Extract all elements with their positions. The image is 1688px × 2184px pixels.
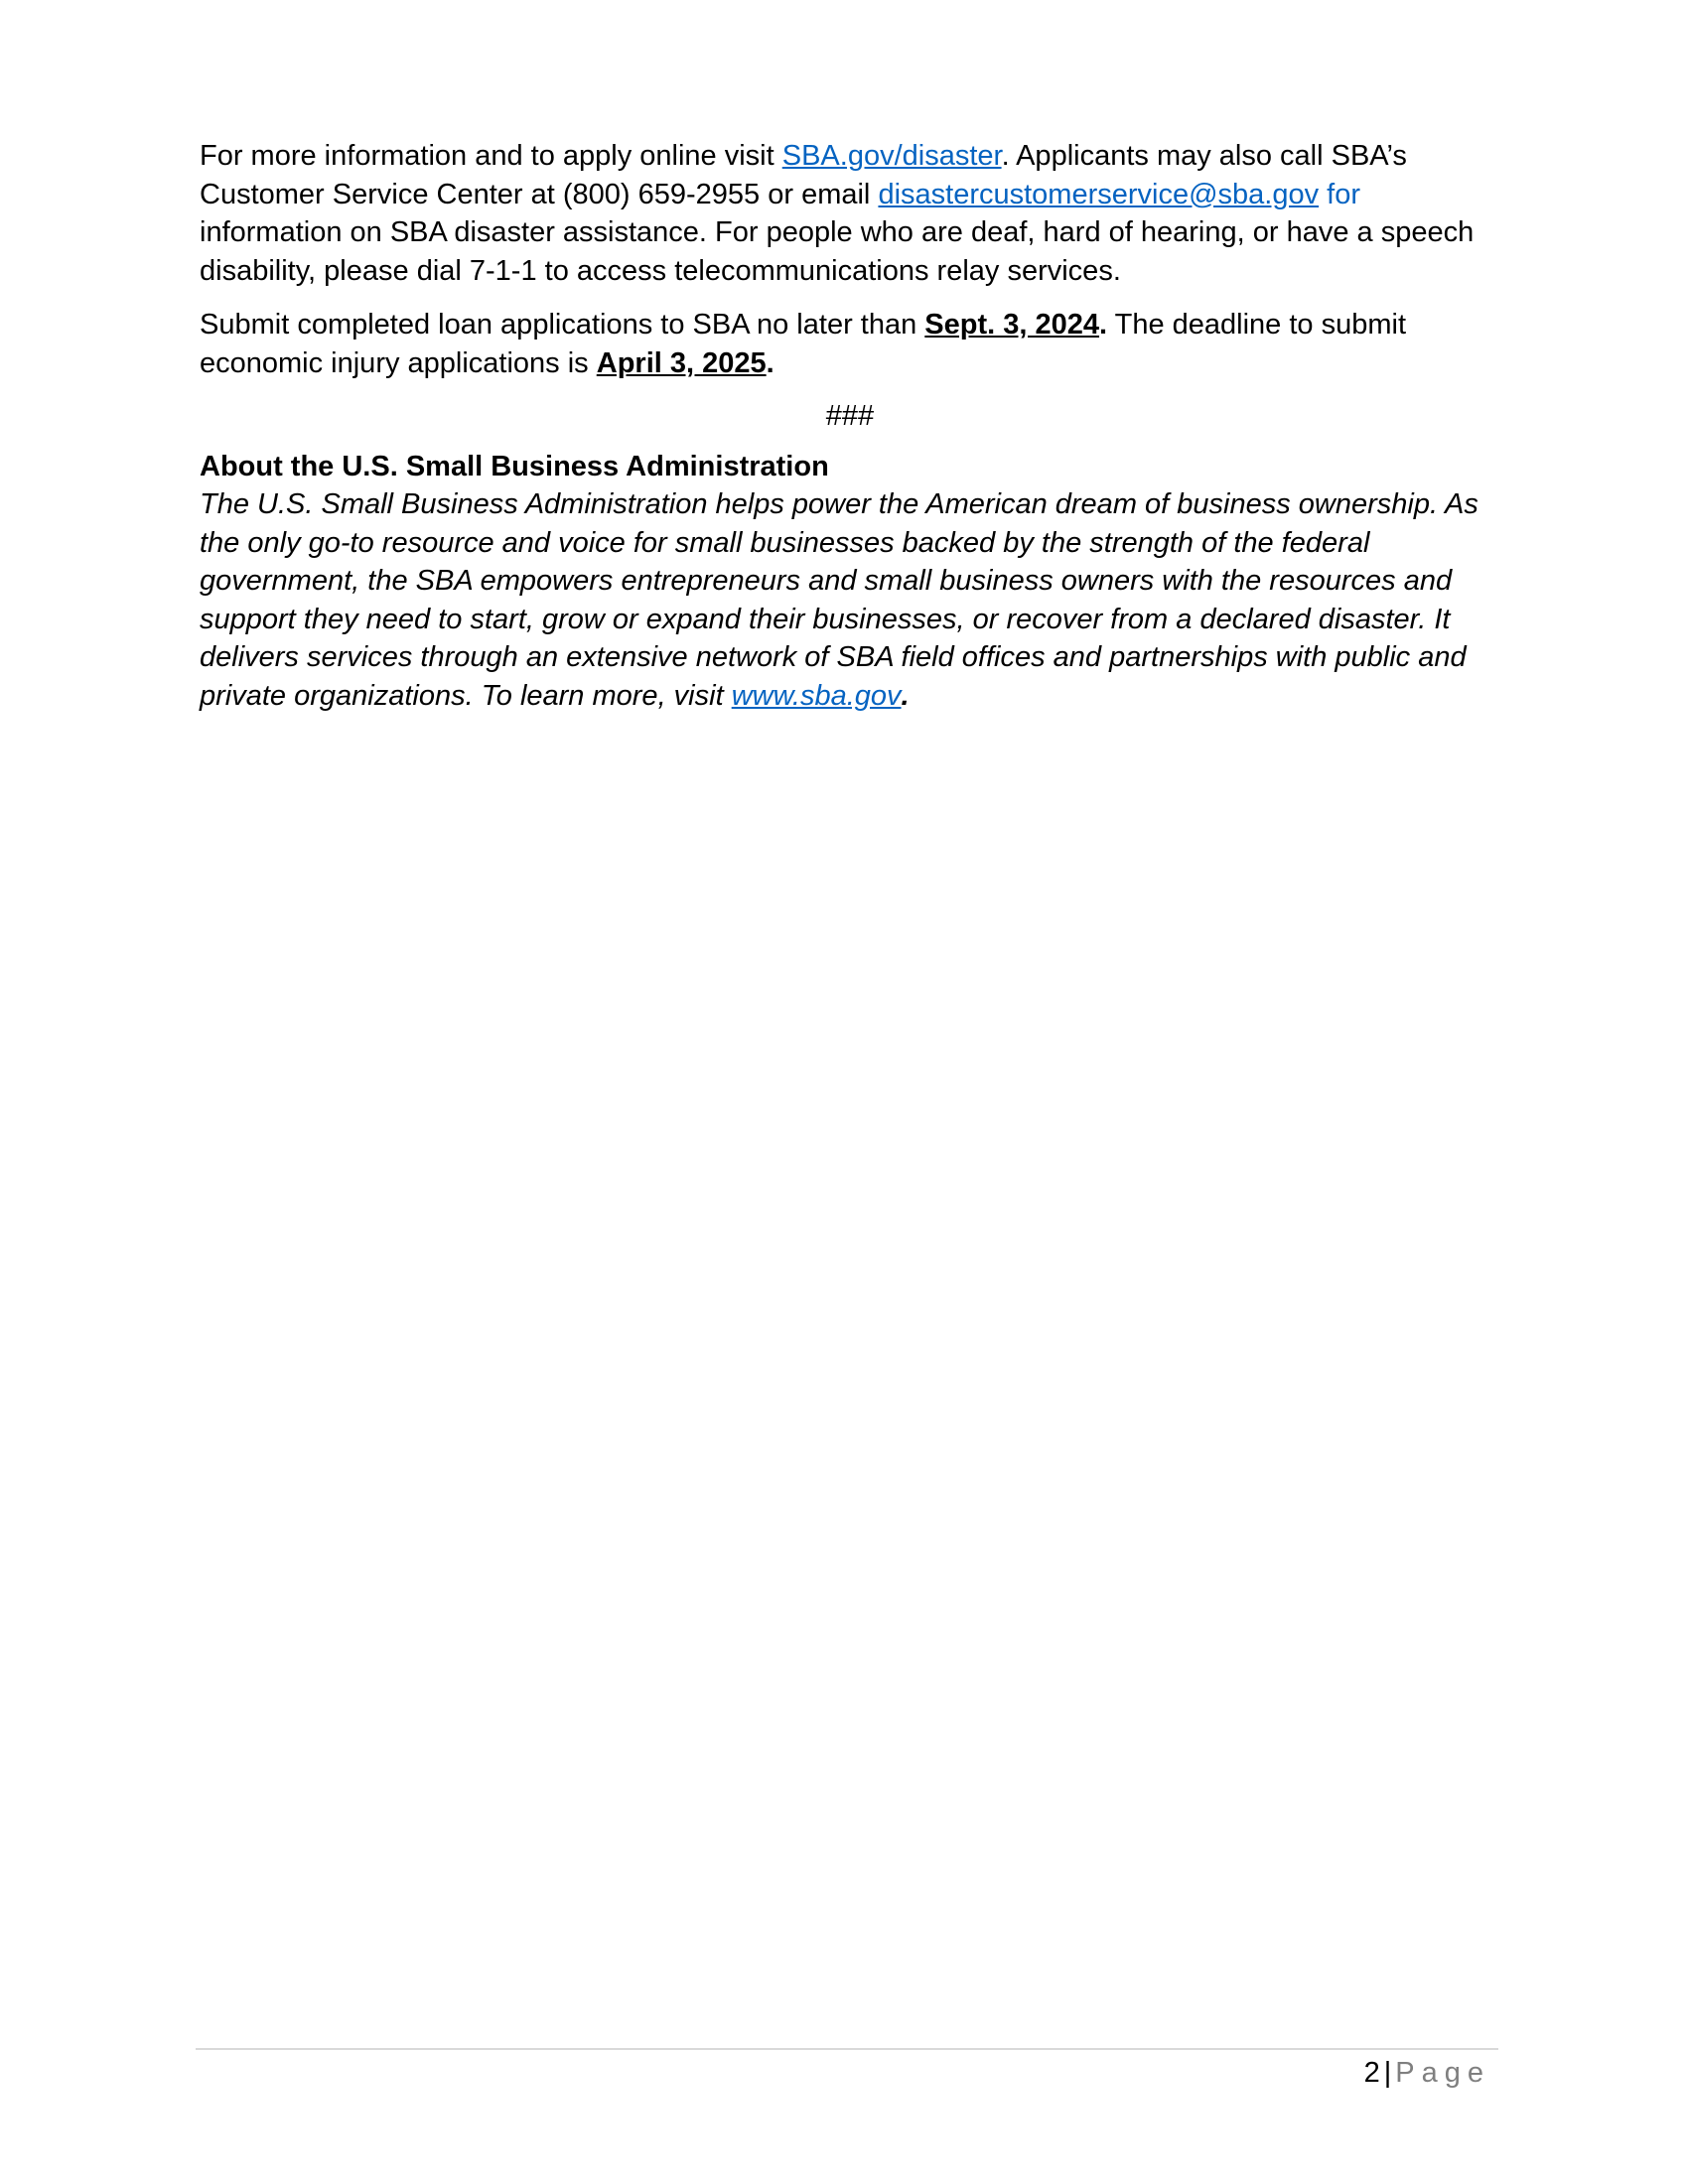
- deadline-period-2: .: [766, 346, 774, 379]
- footer-separator: |: [1383, 2057, 1392, 2089]
- deadline-text-1: Submit completed loan applications to SBA no later than: [200, 309, 925, 341]
- sba-website-link[interactable]: www.sba.gov: [731, 679, 902, 712]
- economic-injury-deadline: April 3, 2025: [596, 346, 767, 379]
- deadline-text-2: The deadline to submit economic injury applications is: [200, 309, 1407, 379]
- contact-paragraph: [200, 137, 1500, 290]
- page-number: 2: [1363, 2057, 1380, 2089]
- contact-text-1: For more information and to apply online visit: [200, 140, 782, 172]
- section-separator: ###: [825, 400, 875, 432]
- about-text: The U.S. Small Business Administration helps power the American dream of business ownership. As the only go-to resource and voice for small businesses backed by the strength of the federal government, the SBA empowers entrepreneurs and small business owners with the resources and support they need to start, grow or expand their businesses, or recover from a declared disaster. It delivers services through an extensive network of SBA field offices and partnerships with public and private organizations. To learn more, visit: [200, 488, 1478, 712]
- footer-divider: [196, 2048, 1498, 2050]
- contact-text-3: information on SBA disaster assistance. For people who are deaf, hard of hearing, or have a speech disability, please dial 7-1-1 to access telecommunications relay services.: [200, 216, 1475, 287]
- sba-disaster-link[interactable]: SBA.gov/disaster: [781, 140, 1002, 172]
- about-end-period: .: [901, 679, 910, 712]
- deadline-paragraph: [200, 306, 1500, 382]
- page-footer: [1364, 2053, 1490, 2093]
- page-label: Page: [1395, 2057, 1490, 2089]
- contact-text-for: for: [1319, 178, 1361, 210]
- about-heading: About the U.S. Small Business Administration: [200, 450, 829, 482]
- physical-damage-deadline: Sept. 3, 2024: [924, 309, 1100, 341]
- deadline-period-1: .: [1099, 309, 1108, 341]
- page-content: [200, 137, 1500, 715]
- customer-service-email-link[interactable]: disastercustomerservice@sba.gov: [878, 178, 1320, 210]
- about-paragraph: [200, 485, 1500, 715]
- contact-text-2: . Applicants may also call SBA’s Customer Service Center at (800) 659-2955 or email: [200, 140, 1407, 210]
